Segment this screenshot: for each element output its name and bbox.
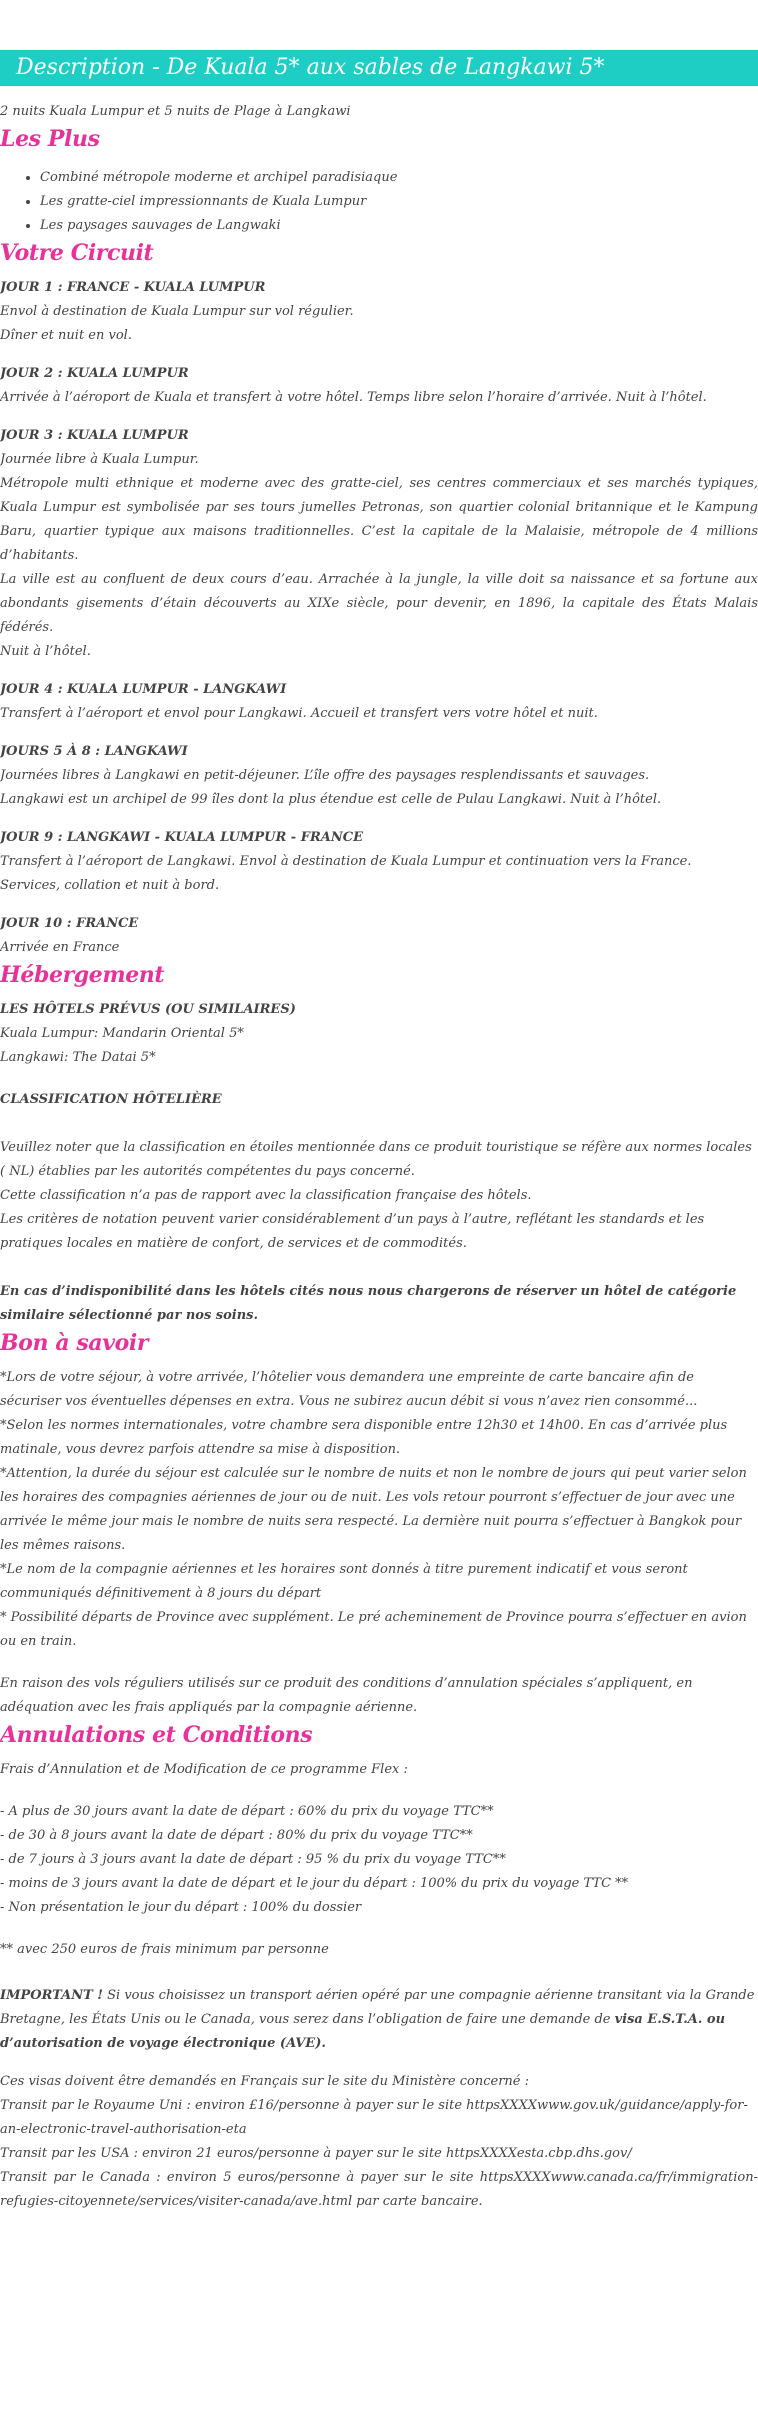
indisponibilite-text: En cas d’indisponibilité dans les hôtels cités nous nous chargerons de réserver un hôtel de catégorie similaire sélectionné par nos soins. bbox=[0, 1284, 737, 1323]
visa-line: Transit par le Royaume Uni : environ £16/personne à payer sur le site httpsXXXXwww.gov.uk/guidance/apply-for-an-electronic-travel-authorisation-eta bbox=[0, 2098, 748, 2137]
day-line: La ville est au confluent de deux cours d’eau. Arrachée à la jungle, la ville doit sa naissance et sa fortune aux abondants gisements d’étain découverts au XIXe siècle, pour devenir, en 1896, la capitale des États Malais fédérés. bbox=[0, 572, 758, 635]
vols-reguliers-text: En raison des vols réguliers utilisés sur ce produit des conditions d’annulation spéciales s’appliquent, en adéquation avec les frais appliqués par la compagnie aérienne. bbox=[0, 1676, 693, 1715]
les-plus-heading: Les Plus bbox=[0, 126, 100, 152]
day-block bbox=[0, 276, 758, 348]
annulations-intro: Frais d’Annulation et de Modification de ce programme Flex : bbox=[0, 1762, 408, 1777]
important-label: IMPORTANT ! bbox=[0, 1988, 103, 2003]
classification-block bbox=[0, 1136, 758, 1256]
day-line: Journée libre à Kuala Lumpur. bbox=[0, 452, 199, 467]
hotels-title: LES HÔTELS PRÉVUS (OU SIMILAIRES) bbox=[0, 1002, 296, 1017]
important-text: Si vous choisissez un transport aérien opéré par une compagnie aérienne transitant via la Grande Bretagne, les États Unis ou le Canada, vous serez dans l’obligation de faire une demande de bbox=[0, 1988, 755, 2027]
day-line: Langkawi est un archipel de 99 îles dont la plus étendue est celle de Pulau Langkawi. Nuit à l’hôtel. bbox=[0, 792, 662, 807]
day-block bbox=[0, 424, 758, 664]
bon-a-savoir-block bbox=[0, 1366, 758, 1654]
les-plus-list bbox=[0, 166, 758, 238]
day-block bbox=[0, 740, 758, 812]
day-line: Dîner et nuit en vol. bbox=[0, 328, 132, 343]
day-line: Envol à destination de Kuala Lumpur sur vol régulier. bbox=[0, 304, 354, 319]
intro-text: 2 nuits Kuala Lumpur et 5 nuits de Plage à Langkawi bbox=[0, 104, 351, 119]
day-line: Transfert à l’aéroport et envol pour Langkawi. Accueil et transfert vers votre hôtel et nuit. bbox=[0, 706, 598, 721]
classification-line: Les critères de notation peuvent varier considérablement d’un pays à l’autre, reflétant les standards et les pratiques locales en matière de confort, de services et de commodités. bbox=[0, 1212, 705, 1251]
day-line: Arrivée en France bbox=[0, 940, 120, 955]
day-line: Transfert à l’aéroport de Langkawi. Envol à destination de Kuala Lumpur et continuation vers la France. bbox=[0, 854, 692, 869]
list-item: • Combiné métropole moderne et archipel paradisiaque bbox=[40, 166, 758, 190]
day-title: JOUR 4 : KUALA LUMPUR - LANGKAWI bbox=[0, 682, 287, 697]
day-title: JOUR 9 : LANGKAWI - KUALA LUMPUR - FRANCE bbox=[0, 830, 363, 845]
day-line: Journées libres à Langkawi en petit-déjeuner. L’île offre des paysages resplendissants et sauvages. bbox=[0, 768, 650, 783]
visa-block bbox=[0, 2070, 758, 2214]
classification-title: CLASSIFICATION HÔTELIÈRE bbox=[0, 1092, 222, 1107]
day-block bbox=[0, 912, 758, 960]
annulations-heading: Annulations et Conditions bbox=[0, 1722, 313, 1748]
hebergement-heading: Hébergement bbox=[0, 962, 165, 988]
classification-line: Veuillez noter que la classification en étoiles mentionnée dans ce produit touristique se réfère aux normes locales ( NL) établies par les autorités compétentes du pays concerné. bbox=[0, 1140, 752, 1179]
list-item: • Les gratte-ciel impressionnants de Kuala Lumpur bbox=[40, 190, 758, 214]
important-visa-text: visa E.S.T.A. ou d’autorisation de voyage électronique (AVE). bbox=[0, 2012, 726, 2051]
hotel-line: Langkawi: The Datai 5* bbox=[0, 1050, 156, 1065]
rule-line: - moins de 3 jours avant la date de départ et le jour du départ : 100% du prix du voyage TTC ** bbox=[0, 1876, 629, 1891]
bon-a-savoir-line: *Lors de votre séjour, à votre arrivée, l’hôtelier vous demandera une empreinte de carte bancaire afin de sécuriser vos éventuelles dépenses en extra. Vous ne subirez aucun débit si vous n’avez rien consommé... bbox=[0, 1370, 698, 1409]
bon-a-savoir-line: *Le nom de la compagnie aériennes et les horaires sont donnés à titre purement indicatif et vous seront communiqués définitivement à 8 jours du départ bbox=[0, 1562, 688, 1601]
bon-a-savoir-line: * Possibilité départs de Province avec supplément. Le pré acheminement de Province pourra s’effectuer en avion ou en train. bbox=[0, 1610, 747, 1649]
day-line: Arrivée à l’aéroport de Kuala et transfert à votre hôtel. Temps libre selon l’horaire d’arrivée. Nuit à l’hôtel. bbox=[0, 390, 707, 405]
list-item: • Les paysages sauvages de Langwaki bbox=[40, 214, 758, 238]
day-title: JOURS 5 À 8 : LANGKAWI bbox=[0, 744, 188, 759]
page-title-banner: Description - De Kuala 5* aux sables de Langkawi 5* bbox=[0, 50, 758, 86]
day-line: Métropole multi ethnique et moderne avec des gratte-ciel, ses centres commerciaux et ses marchés typiques, Kuala Lumpur est symbolisée par ses tours jumelles Petronas, son quartier colonial britannique et le Kampung Baru, quartier typique aux maisons traditionnelles. C’est la capitale de la Malaisie, métropole de 4 millions d’habitants. bbox=[0, 476, 758, 563]
day-title: JOUR 1 : FRANCE - KUALA LUMPUR bbox=[0, 280, 266, 295]
circuit-heading: Votre Circuit bbox=[0, 240, 154, 266]
day-block bbox=[0, 826, 758, 898]
bon-a-savoir-line: *Attention, la durée du séjour est calculée sur le nombre de nuits et non le nombre de jours qui peut varier selon les horaires des compagnies aériennes de jour ou de nuit. Les vols retour pourront s’effectuer de jour avec une arrivée le même jour mais le nombre de nuits sera respecté. La dernière nuit pourra s’effectuer à Bangkok pour les mêmes raisons. bbox=[0, 1466, 747, 1553]
day-title: JOUR 2 : KUALA LUMPUR bbox=[0, 366, 189, 381]
day-title: JOUR 10 : FRANCE bbox=[0, 916, 139, 931]
day-line: Nuit à l’hôtel. bbox=[0, 644, 91, 659]
annulations-rules bbox=[0, 1800, 758, 1920]
hotel-line: Kuala Lumpur: Mandarin Oriental 5* bbox=[0, 1026, 244, 1041]
bon-a-savoir-line: *Selon les normes internationales, votre chambre sera disponible entre 12h30 et 14h00. En cas d’arrivée plus matinale, vous devrez parfois attendre sa mise à disposition. bbox=[0, 1418, 728, 1457]
frais-minimum-text: ** avec 250 euros de frais minimum par personne bbox=[0, 1942, 329, 1957]
rule-line: - Non présentation le jour du départ : 100% du dossier bbox=[0, 1900, 362, 1915]
hotels-block bbox=[0, 998, 758, 1070]
classification-line: Cette classification n’a pas de rapport avec la classification française des hôtels. bbox=[0, 1188, 532, 1203]
day-line: Services, collation et nuit à bord. bbox=[0, 878, 220, 893]
visa-line: Transit par le Canada : environ 5 euros/personne à payer sur le site httpsXXXXwww.canada.ca/fr/immigration-refugies-citoyennete/services/visiter-canada/ave.html par carte bancaire. bbox=[0, 2170, 758, 2209]
important-notice bbox=[0, 1984, 758, 2056]
rule-line: - de 7 jours à 3 jours avant la date de départ : 95 % du prix du voyage TTC** bbox=[0, 1852, 506, 1867]
bon-a-savoir-heading: Bon à savoir bbox=[0, 1330, 149, 1356]
visa-line: Transit par les USA : environ 21 euros/personne à payer sur le site httpsXXXXesta.cbp.dhs.gov/ bbox=[0, 2146, 632, 2161]
day-title: JOUR 3 : KUALA LUMPUR bbox=[0, 428, 189, 443]
visa-line: Ces visas doivent être demandés en Français sur le site du Ministère concerné : bbox=[0, 2074, 529, 2089]
day-block bbox=[0, 362, 758, 410]
day-block bbox=[0, 678, 758, 726]
rule-line: - de 30 à 8 jours avant la date de départ : 80% du prix du voyage TTC** bbox=[0, 1828, 473, 1843]
rule-line: - A plus de 30 jours avant la date de départ : 60% du prix du voyage TTC** bbox=[0, 1804, 494, 1819]
